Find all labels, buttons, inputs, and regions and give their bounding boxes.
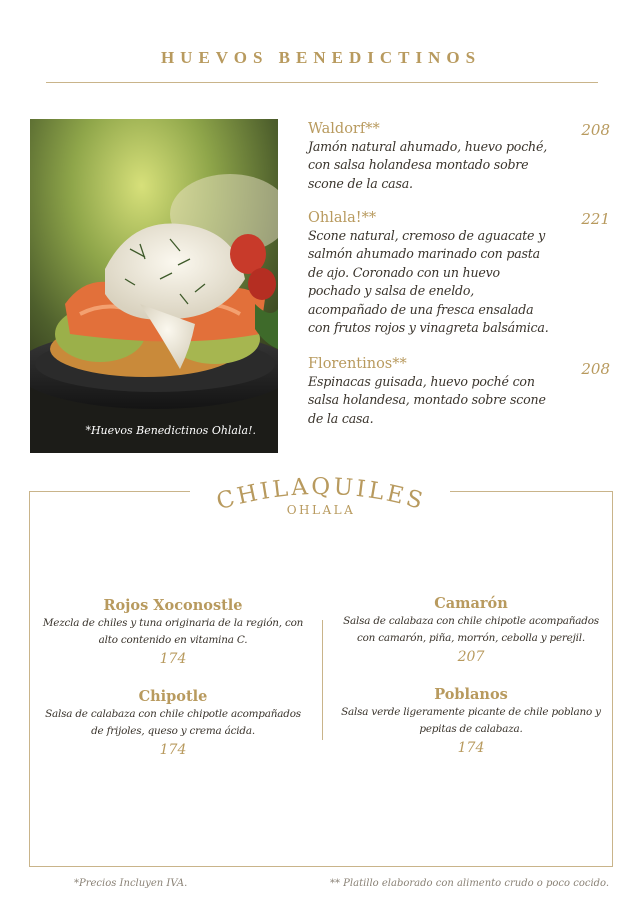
dish-name: Waldorf**: [308, 121, 380, 137]
dish-price: 208: [581, 360, 610, 378]
chilaquiles-item-camaron: [336, 595, 606, 665]
dish-description: Jamón natural ahumado, huevo poché, con salsa holandesa montado sobre scone de la casa.: [308, 139, 548, 191]
dish-name: Chipotle: [138, 688, 208, 705]
footer-tax-note: *Precios Incluyen IVA.: [74, 878, 188, 889]
menu-item-florentinos: [308, 356, 608, 428]
chilaquiles-item-poblanos: [336, 686, 606, 756]
food-illustration: [30, 119, 278, 453]
chilaquiles-frame: [29, 491, 613, 867]
footer-raw-food-note: ** Platillo elaborado con alimento crudo o poco cocido.: [330, 878, 610, 889]
dish-photo: [30, 119, 278, 453]
dish-price: 174: [457, 740, 485, 756]
section-title: HUEVOS BENEDICTINOS: [160, 48, 482, 67]
dish-name: Ohlala!**: [308, 210, 377, 226]
chilaquiles-title-text: CHILAQUILES: [213, 473, 429, 516]
dish-description: Mezcla de chiles y tuna originaria de la región, con alto contenido en vitamina C.: [42, 617, 304, 646]
dish-description: Salsa verde ligeramente picante de chile poblano y pepitas de calabaza.: [341, 706, 601, 735]
photo-caption: *Huevos Benedictinos Ohlala!.: [85, 424, 256, 437]
chilaquiles-item-rojos: [38, 597, 308, 667]
dish-price: 174: [159, 742, 187, 758]
chilaquiles-item-chipotle: [38, 688, 308, 758]
dish-price: 221: [581, 210, 610, 228]
column-divider: [322, 620, 323, 740]
dish-name: Florentinos**: [308, 356, 407, 372]
menu-item-waldorf: [308, 121, 608, 193]
dish-description: Espinacas guisada, huevo poché con salsa holandesa, montado sobre scone de la casa.: [308, 374, 546, 426]
dish-name: Camarón: [434, 595, 508, 612]
title-divider: [46, 82, 598, 83]
dish-name: Rojos Xoconostle: [103, 597, 243, 614]
menu-item-ohlala: [308, 210, 608, 337]
dish-description: Salsa de calabaza con chile chipotle acompañados con camarón, piña, morrón, cebolla y perejil.: [343, 615, 599, 644]
dish-price: 174: [159, 651, 187, 667]
dish-price: 208: [581, 121, 610, 139]
dish-price: 207: [457, 649, 485, 665]
dish-description: Scone natural, cremoso de aguacate y salmón ahumado marinado con pasta de ajo. Coronado con un huevo pochado y salsa de eneldo, acompañado de una fresca ensalada con frutos rojos y vinagreta balsámica.: [308, 228, 549, 336]
chilaquiles-subtitle: OHLALA: [286, 503, 356, 517]
dish-description: Salsa de calabaza con chile chipotle acompañados de frijoles, queso y crema ácida.: [45, 708, 301, 737]
dish-name: Poblanos: [434, 686, 508, 703]
